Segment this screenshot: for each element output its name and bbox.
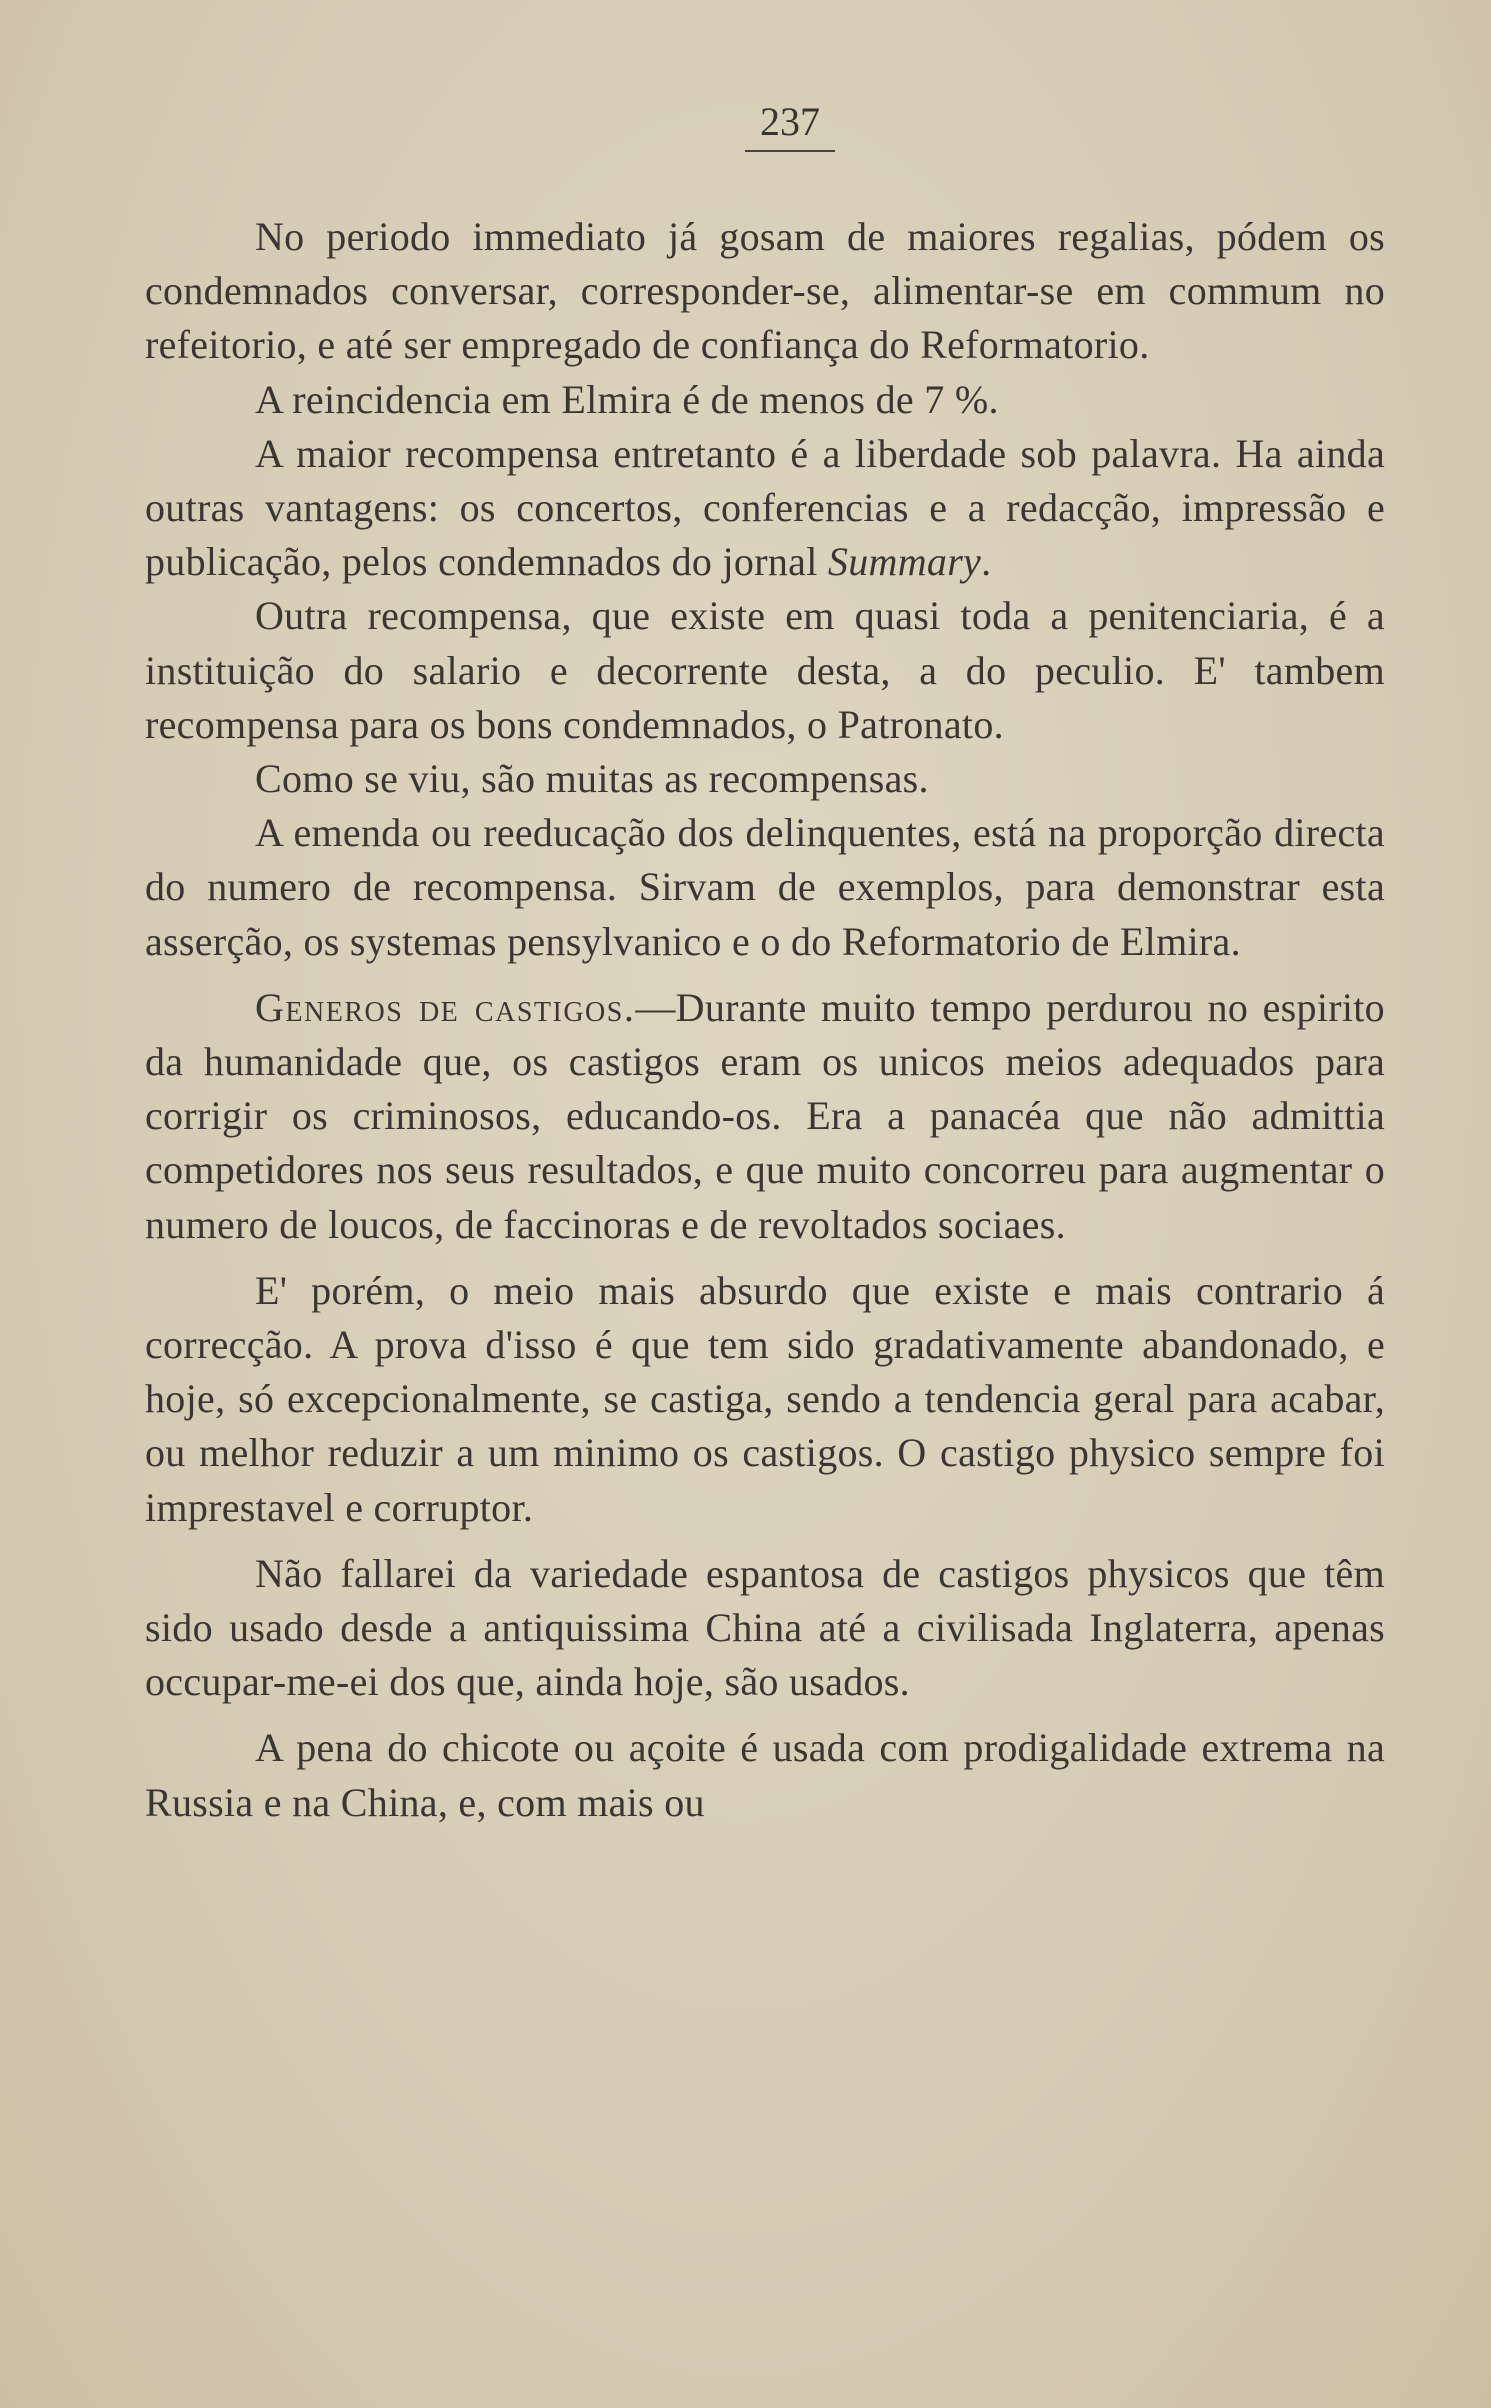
journal-title: Summary	[827, 539, 982, 585]
body-text	[145, 210, 1385, 1830]
paragraph-3	[145, 427, 1385, 590]
paragraph-1: No periodo immediato já gosam de maiores regalias, pódem os condemnados conversar, corresponder-se, alimentar-se em commum no refeitorio, e até ser empregado de confiança do Reformatorio.	[145, 214, 1385, 368]
section-heading: Generos de castigos.	[255, 984, 636, 1030]
paragraph-4: Outra recompensa, que existe em quasi toda a penitenciaria, é a instituição do salario e decorrente desta, a do peculio. E' tambem recompensa para os bons condemnados, o Patronato.	[145, 593, 1385, 747]
paragraph-3-end: .	[981, 539, 992, 585]
paragraph-7-text: —Durante muito tempo perdurou no espirito da humanidade que, os castigos eram os unicos meios adequados para corrigir os criminosos, educando-os. Era a panacéa que não admittia competidores nos seus resultados, e que muito concorreu para augmentar o numero de loucos, de faccinoras e de revoltados sociaes.	[145, 984, 1385, 1247]
page-number: 237	[745, 98, 835, 152]
paragraph-2: A reincidencia em Elmira é de menos de 7 %.	[255, 376, 999, 422]
paragraph-5: Como se viu, são muitas as recompensas.	[255, 756, 929, 802]
paragraph-7	[145, 981, 1385, 1252]
paragraph-6: A emenda ou reeducação dos delinquentes, está na proporção directa do numero de recompensa. Sirvam de exemplos, para demonstrar esta asserção, os systemas pensylvanico e o do Reformatorio de Elmira.	[145, 810, 1385, 964]
paragraph-10: A pena do chicote ou açoite é usada com prodigalidade extrema na Russia e na China, e, com mais ou	[145, 1725, 1385, 1825]
paragraph-9: Não fallarei da variedade espantosa de castigos physicos que têm sido usado desde a antiquissima China até a civilisada Inglaterra, apenas occupar-me-ei dos que, ainda hoje, são usados.	[145, 1550, 1385, 1705]
paragraph-3-text: A maior recompensa entretanto é a liberdade sob palavra. Ha ainda outras vantagens: os concertos, conferencias e a redacção, impressão e publicação, pelos condemnados do jornal	[145, 430, 1385, 585]
paragraph-8: E' porém, o meio mais absurdo que existe e mais contrario á correcção. A prova d'isso é que tem sido gradativamente abandonado, e hoje, só excepcionalmente, se castiga, sendo a tendencia geral para acabar, ou melhor reduzir a um minimo os castigos. O castigo physico sempre foi imprestavel e corruptor.	[145, 1267, 1385, 1530]
